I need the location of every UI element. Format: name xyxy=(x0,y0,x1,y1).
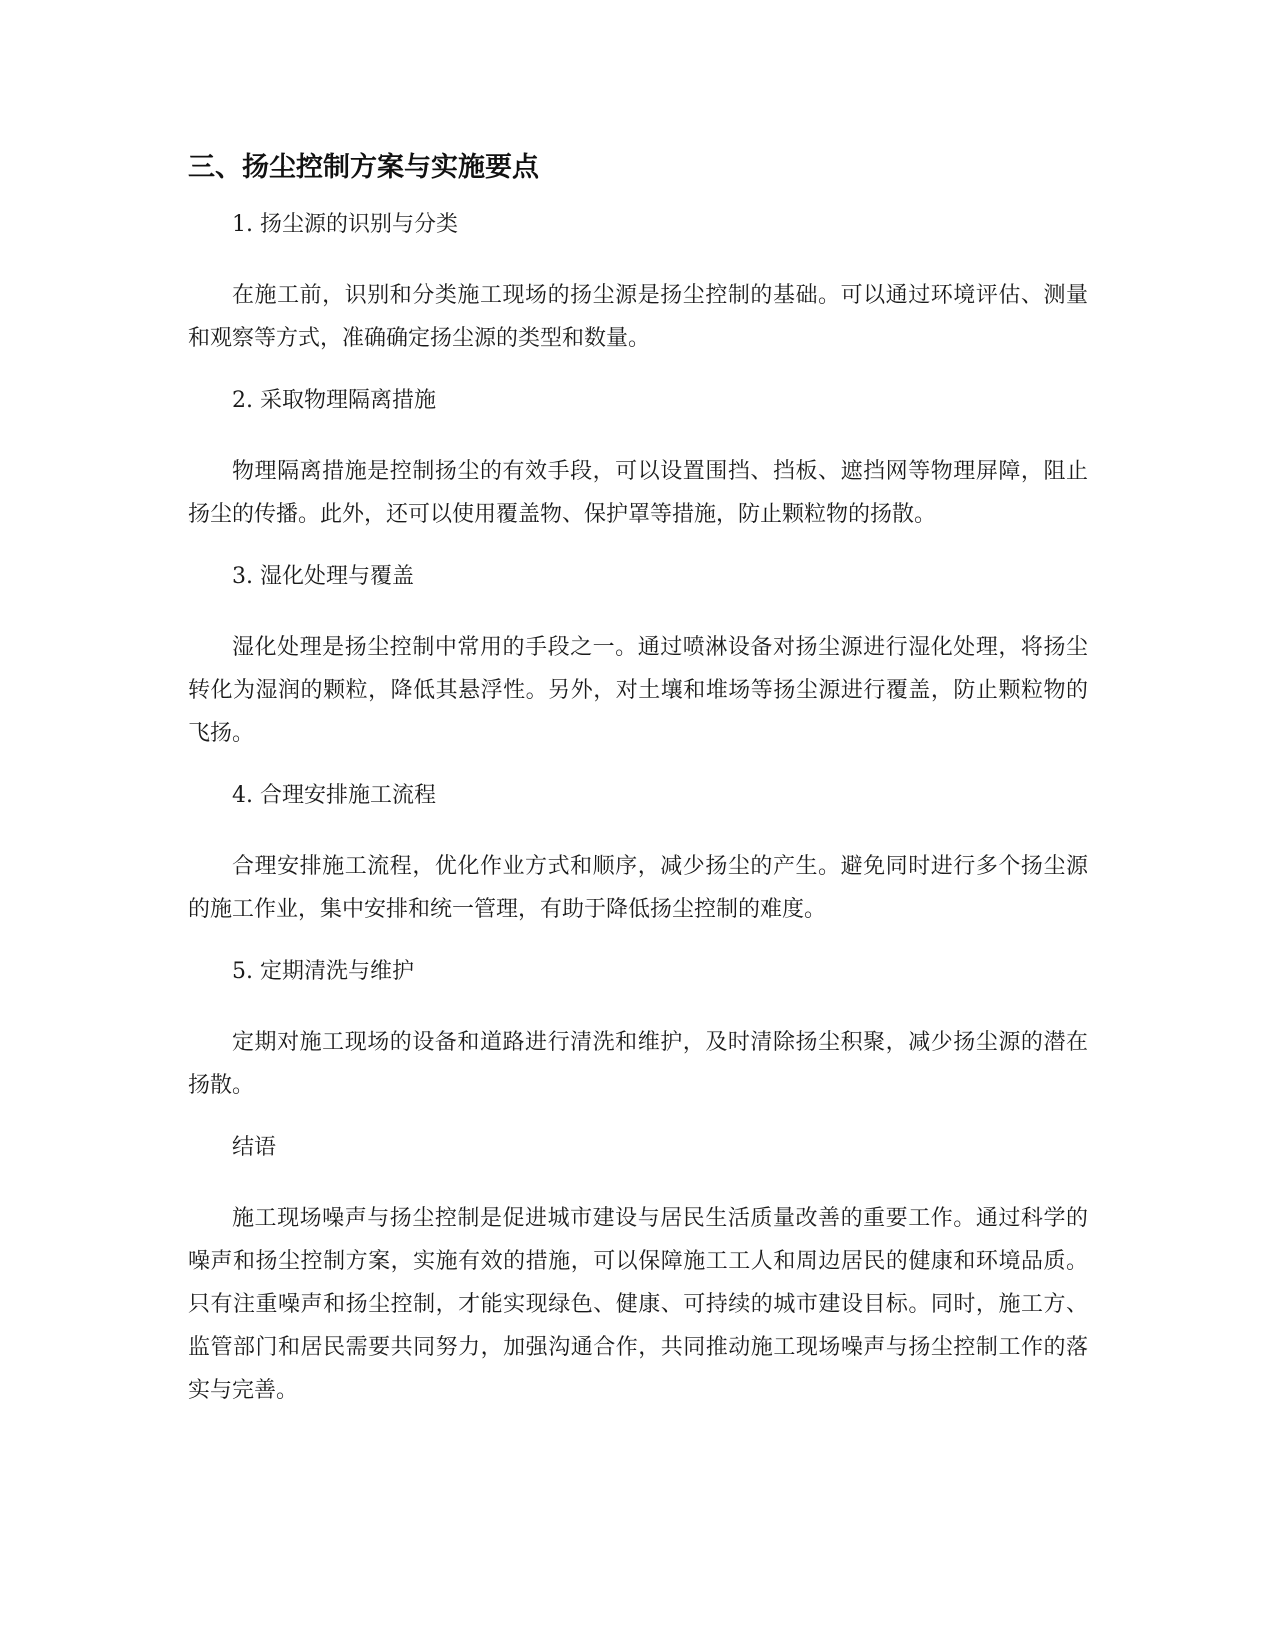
item-body-5: 定期对施工现场的设备和道路进行清洗和维护，及时清除扬尘积聚，减少扬尘源的潜在扬散。 xyxy=(188,1030,1088,1098)
item-body-3: 湿化处理是扬尘控制中常用的手段之一。通过喷淋设备对扬尘源进行湿化处理，将扬尘转化为湿润的颗粒，降低其悬浮性。另外，对土壤和堆场等扬尘源进行覆盖，防止颗粒物的飞扬。 xyxy=(188,635,1088,746)
conclusion-body: 施工现场噪声与扬尘控制是促进城市建设与居民生活质量改善的重要工作。通过科学的噪声和扬尘控制方案，实施有效的措施，可以保障施工工人和周边居民的健康和环境品质。只有注重噪声和扬尘控制，才能实现绿色、健康、可持续的城市建设目标。同时，施工方、监管部门和居民需要共同努力，加强沟通合作，共同推动施工现场噪声与扬尘控制工作的落实与完善。 xyxy=(188,1206,1088,1403)
item-body-4: 合理安排施工流程，优化作业方式和顺序，减少扬尘的产生。避免同时进行多个扬尘源的施工作业，集中安排和统一管理，有助于降低扬尘控制的难度。 xyxy=(188,854,1088,922)
item-heading-3: 3. 湿化处理与覆盖 xyxy=(232,564,414,589)
conclusion-heading: 结语 xyxy=(232,1135,277,1160)
item-heading-4: 4. 合理安排施工流程 xyxy=(232,783,436,808)
item-heading-1: 1. 扬尘源的识别与分类 xyxy=(232,212,458,237)
item-body-1: 在施工前，识别和分类施工现场的扬尘源是扬尘控制的基础。可以通过环境评估、测量和观察等方式，准确确定扬尘源的类型和数量。 xyxy=(188,283,1088,351)
document-content xyxy=(188,150,1088,1438)
item-body-2: 物理隔离措施是控制扬尘的有效手段，可以设置围挡、挡板、遮挡网等物理屏障，阻止扬尘的传播。此外，还可以使用覆盖物、保护罩等措施，防止颗粒物的扬散。 xyxy=(188,459,1088,527)
item-heading-2: 2. 采取物理隔离措施 xyxy=(232,388,436,413)
section-title: 三、扬尘控制方案与实施要点 xyxy=(188,152,539,183)
item-heading-5: 5. 定期清洗与维护 xyxy=(232,959,414,984)
